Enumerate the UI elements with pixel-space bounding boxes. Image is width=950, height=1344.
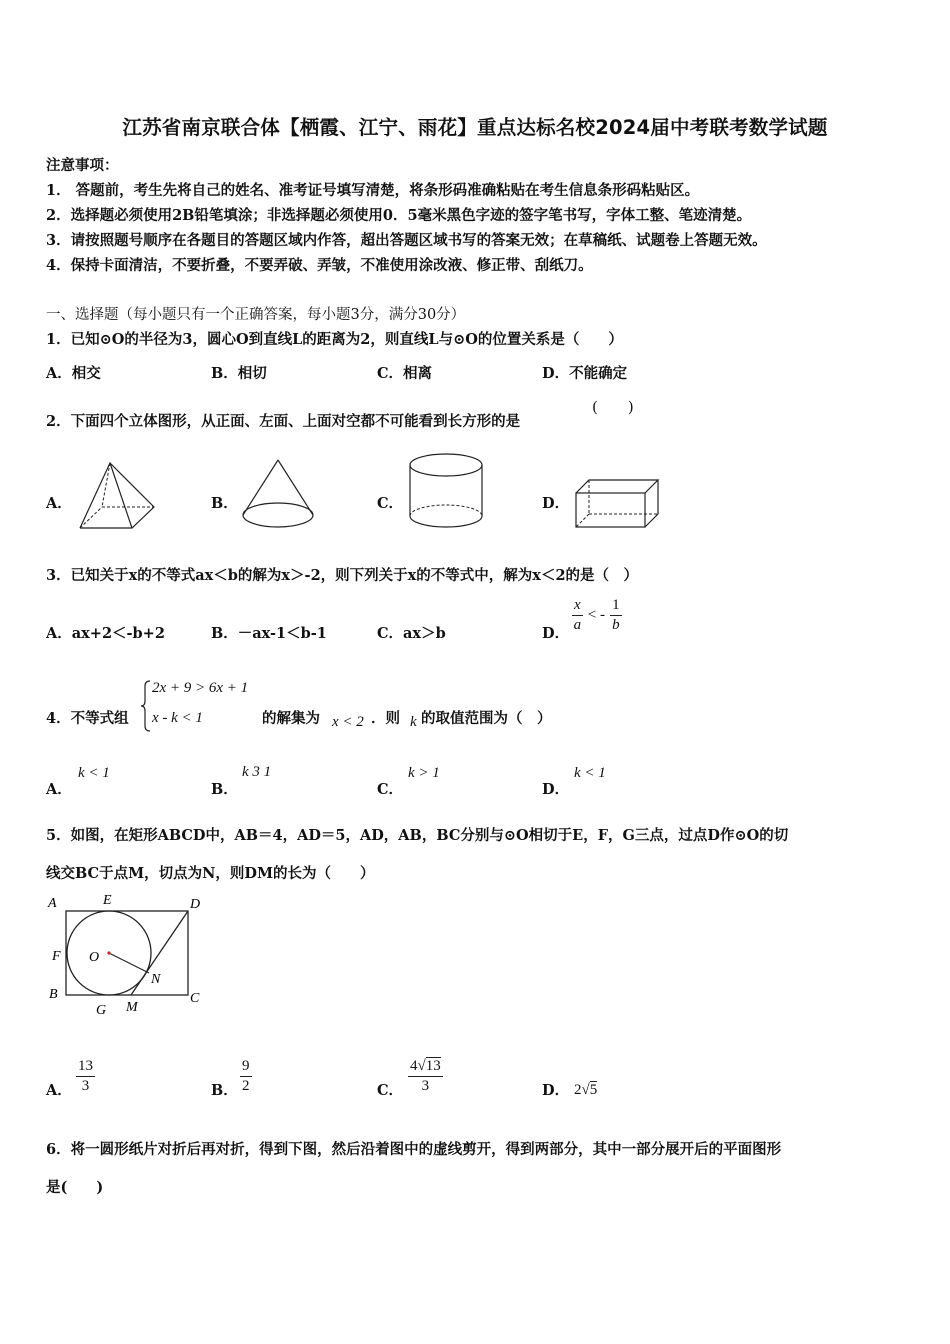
q1-option-a: A．相交 [46, 365, 101, 382]
q4-option-c: C． [377, 781, 404, 798]
q5-line1: 5．如图，在矩形ABCD中，AB＝4，AD＝5，AD，AB，BC分别与⊙O相切于E，F，G三点，过点D作⊙O的切 [46, 827, 789, 844]
q5-option-a-expr: $\frac{13}{3}$ [78, 1058, 93, 1094]
rectangle-circle-figure [44, 892, 214, 1022]
q2-option-c: C． [377, 495, 404, 512]
cone-icon [240, 458, 316, 532]
q4-option-c-expr: k > 1 [408, 765, 440, 781]
q5-option-d: D． [542, 1082, 570, 1099]
q5-option-a: A． [46, 1082, 72, 1099]
notice-heading: 注意事项： [46, 157, 119, 174]
pyramid-icon [76, 460, 158, 532]
notice-item: 2．选择题必须使用2B铅笔填涂；非选择题必须使用0．5毫米黑色字迹的签字笔书写，字体工整、笔迹清楚。 [46, 207, 752, 224]
cylinder-icon [407, 452, 487, 532]
q4-option-b-expr: k 3 1 [242, 764, 272, 780]
q2-option-b: B． [211, 495, 238, 512]
notice-item: 1． 答题前，考生先将自己的姓名、准考证号填写清楚，将条形码准确粘贴在考生信息条形码粘贴区。 [46, 182, 700, 199]
q4-inequality-1: 2x + 9 > 6x + 1 [152, 680, 249, 696]
q4-option-b: B． [211, 781, 238, 798]
q5-option-c: C． [377, 1082, 404, 1099]
q1-stem: 1．已知⊙O的半径为3，圆心O到直线L的距离为2，则直线L与⊙O的位置关系是（ ） [46, 331, 623, 348]
q3-option-b: B．－ax-1＜b-1 [211, 625, 327, 642]
q3-option-a: A．ax+2＜-b+2 [46, 625, 165, 642]
q4-label: 4．不等式组 [46, 710, 129, 727]
q4-option-a-expr: k < 1 [78, 765, 110, 781]
q2-answer-paren: ( ) [592, 398, 634, 416]
label-d: D [190, 897, 201, 912]
q4-option-d: D． [542, 781, 570, 798]
q3-option-c: C．ax＞b [377, 625, 446, 642]
q4-inequality-2: x - k < 1 [152, 710, 203, 726]
q2-option-d: D． [542, 495, 570, 512]
q4-solution: x < 2 [332, 714, 364, 730]
label-n: N [151, 972, 161, 987]
q4-k: k [410, 714, 417, 730]
q3-option-d-expression: $\frac{x}{a}$ < - $\frac{1}{b}$ [573, 597, 620, 633]
label-m: M [126, 1000, 138, 1015]
q4-then: ．则 [371, 710, 400, 727]
q5-option-d-expr: 2√5 [574, 1082, 598, 1098]
label-e: E [103, 893, 112, 908]
q5-option-c-expr: $\frac{4√13}{3}$ [410, 1058, 441, 1094]
brace-icon [141, 680, 151, 732]
q5-option-b: B． [211, 1082, 238, 1099]
q1-option-d: D．不能确定 [542, 365, 628, 382]
label-g: G [96, 1003, 107, 1018]
label-f: F [52, 949, 61, 964]
q4-option-a: A． [46, 781, 72, 798]
q3-option-d: D． [542, 625, 570, 642]
notice-item: 3．请按照题号顺序在各题目的答题区域内作答，超出答题区域书写的答案无效；在草稿纸、试题卷上答题无效。 [46, 232, 767, 249]
notice-item: 4．保持卡面清洁，不要折叠，不要弄破、弄皱，不准使用涂改液、修正带、刮纸刀。 [46, 257, 593, 274]
q1-option-c: C．相离 [377, 365, 433, 382]
label-b: B [49, 987, 58, 1002]
q2-option-a: A． [46, 495, 72, 512]
q1-option-b: B．相切 [211, 365, 267, 382]
label-o: O [89, 950, 100, 965]
label-a: A [48, 896, 57, 911]
q6-line2: 是( ) [46, 1179, 104, 1196]
q5-option-b-expr: $\frac{9}{2}$ [242, 1058, 250, 1094]
q4-mid: 的解集为 [262, 710, 320, 727]
q2-stem: 2．下面四个立体图形，从正面、左面、上面对空都不可能看到长方形的是 [46, 413, 521, 430]
q4-tail: 的取值范围为（ ） [421, 710, 552, 727]
q3-stem: 3．已知关于x的不等式ax＜b的解为x＞-2，则下列关于x的不等式中，解为x＜2的是（ ） [46, 567, 639, 584]
q4-option-d-expr: k < 1 [574, 765, 606, 781]
section-heading: 一、选择题（每小题只有一个正确答案，每小题3分，满分30分） [46, 307, 466, 323]
q5-line2: 线交BC于点M，切点为N，则DM的长为（ ） [46, 865, 375, 882]
q6-line1: 6．将一圆形纸片对折后再对折，得到下图，然后沿着图中的虚线剪开，得到两部分，其中一部分展开后的平面图形 [46, 1141, 782, 1158]
cuboid-icon [573, 476, 663, 532]
label-c: C [190, 991, 200, 1006]
page-title: 江苏省南京联合体【栖霞、江宁、雨花】重点达标名校2024届中考联考数学试题 [122, 116, 828, 139]
